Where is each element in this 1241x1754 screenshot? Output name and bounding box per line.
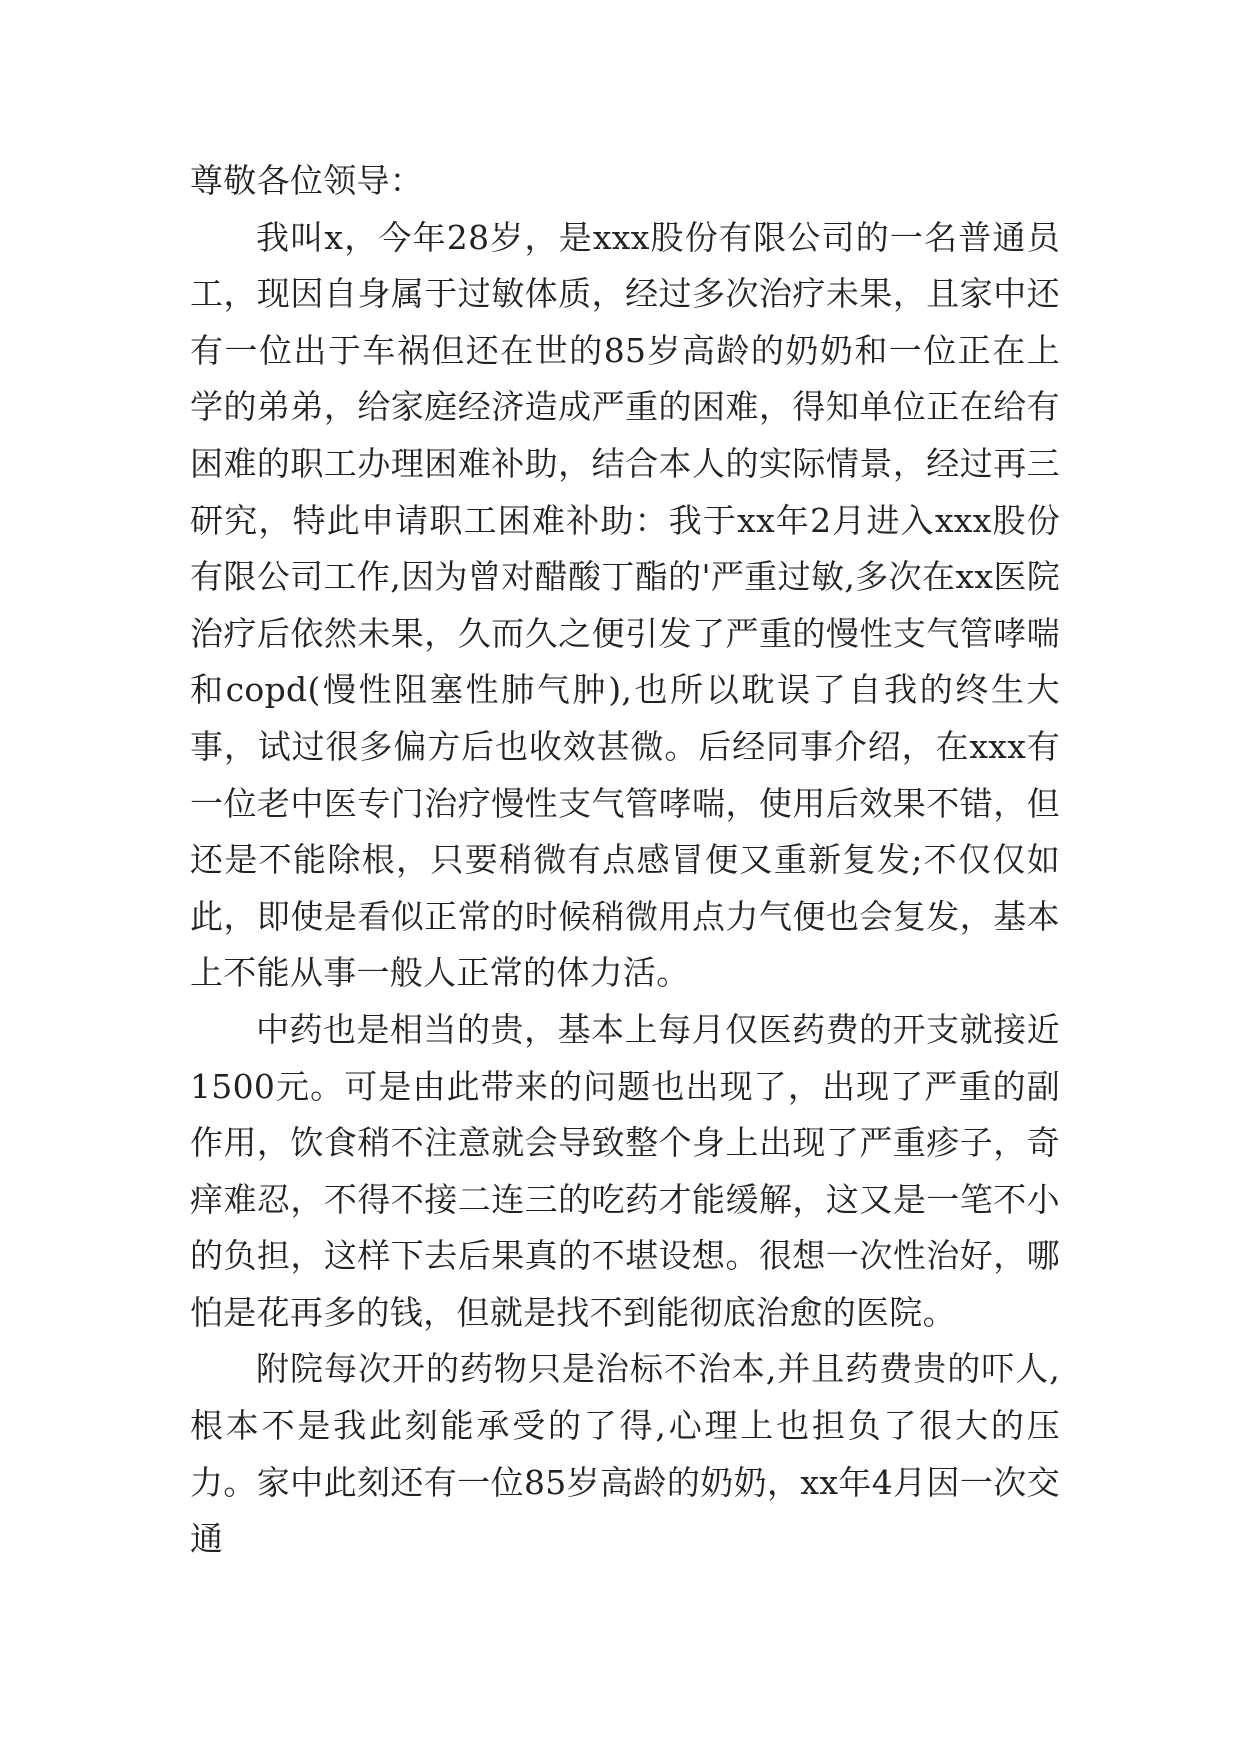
paragraph-3: 附院每次开的药物只是治标不治本,并且药费贵的吓人,根本不是我此刻能承受的了得,心理上也担负了很大的压力。家中此刻还有一位85岁高龄的奶奶，xx年4月因一次交通 [190, 1349, 1060, 1559]
greeting-line: 尊敬各位领导： [190, 161, 424, 200]
paragraph-1: 我叫x，今年28岁，是xxx股份有限公司的一名普通员工，现因自身属于过敏体质，经过多次治疗未果，且家中还有一位出于车祸但还在世的85岁高龄的奶奶和一位正在上学的弟弟，给家庭经济造成严重的困难，得知单位正在给有困难的职工办理困难补助，结合本人的实际情景，经过再三研究，特此申请职工困难补助：我于xx年2月进入xxx股份有限公司工作,因为曾对醋酸丁酯的'严重过敏,多次在xx医院治疗后依然未果，久而久之便引发了严重的慢性支气管哮喘和copd(慢性阻塞性肺气肿),也所以耽误了自我的终生大事，试过很多偏方后也收效甚微。后经同事介绍，在xxx有一位老中医专门治疗慢性支气管哮喘，使用后效果不错，但还是不能除根，只要稍微有点感冒便又重新复发;不仅仅如此，即使是看似正常的时候稍微用点力气便也会复发，基本上不能从事一般人正常的体力活。 [190, 217, 1060, 993]
paragraph-2: 中药也是相当的贵，基本上每月仅医药费的开支就接近1500元。可是由此带来的问题也出现了，出现了严重的副作用，饮食稍不注意就会导致整个身上出现了严重疹子，奇痒难忍，不得不接二连三的吃药才能缓解，这又是一笔不小的负担，这样下去后果真的不堪设想。很想一次性治好，哪怕是花再多的钱，但就是找不到能彻底治愈的医院。 [190, 1009, 1060, 1332]
document-body [190, 153, 1060, 1568]
